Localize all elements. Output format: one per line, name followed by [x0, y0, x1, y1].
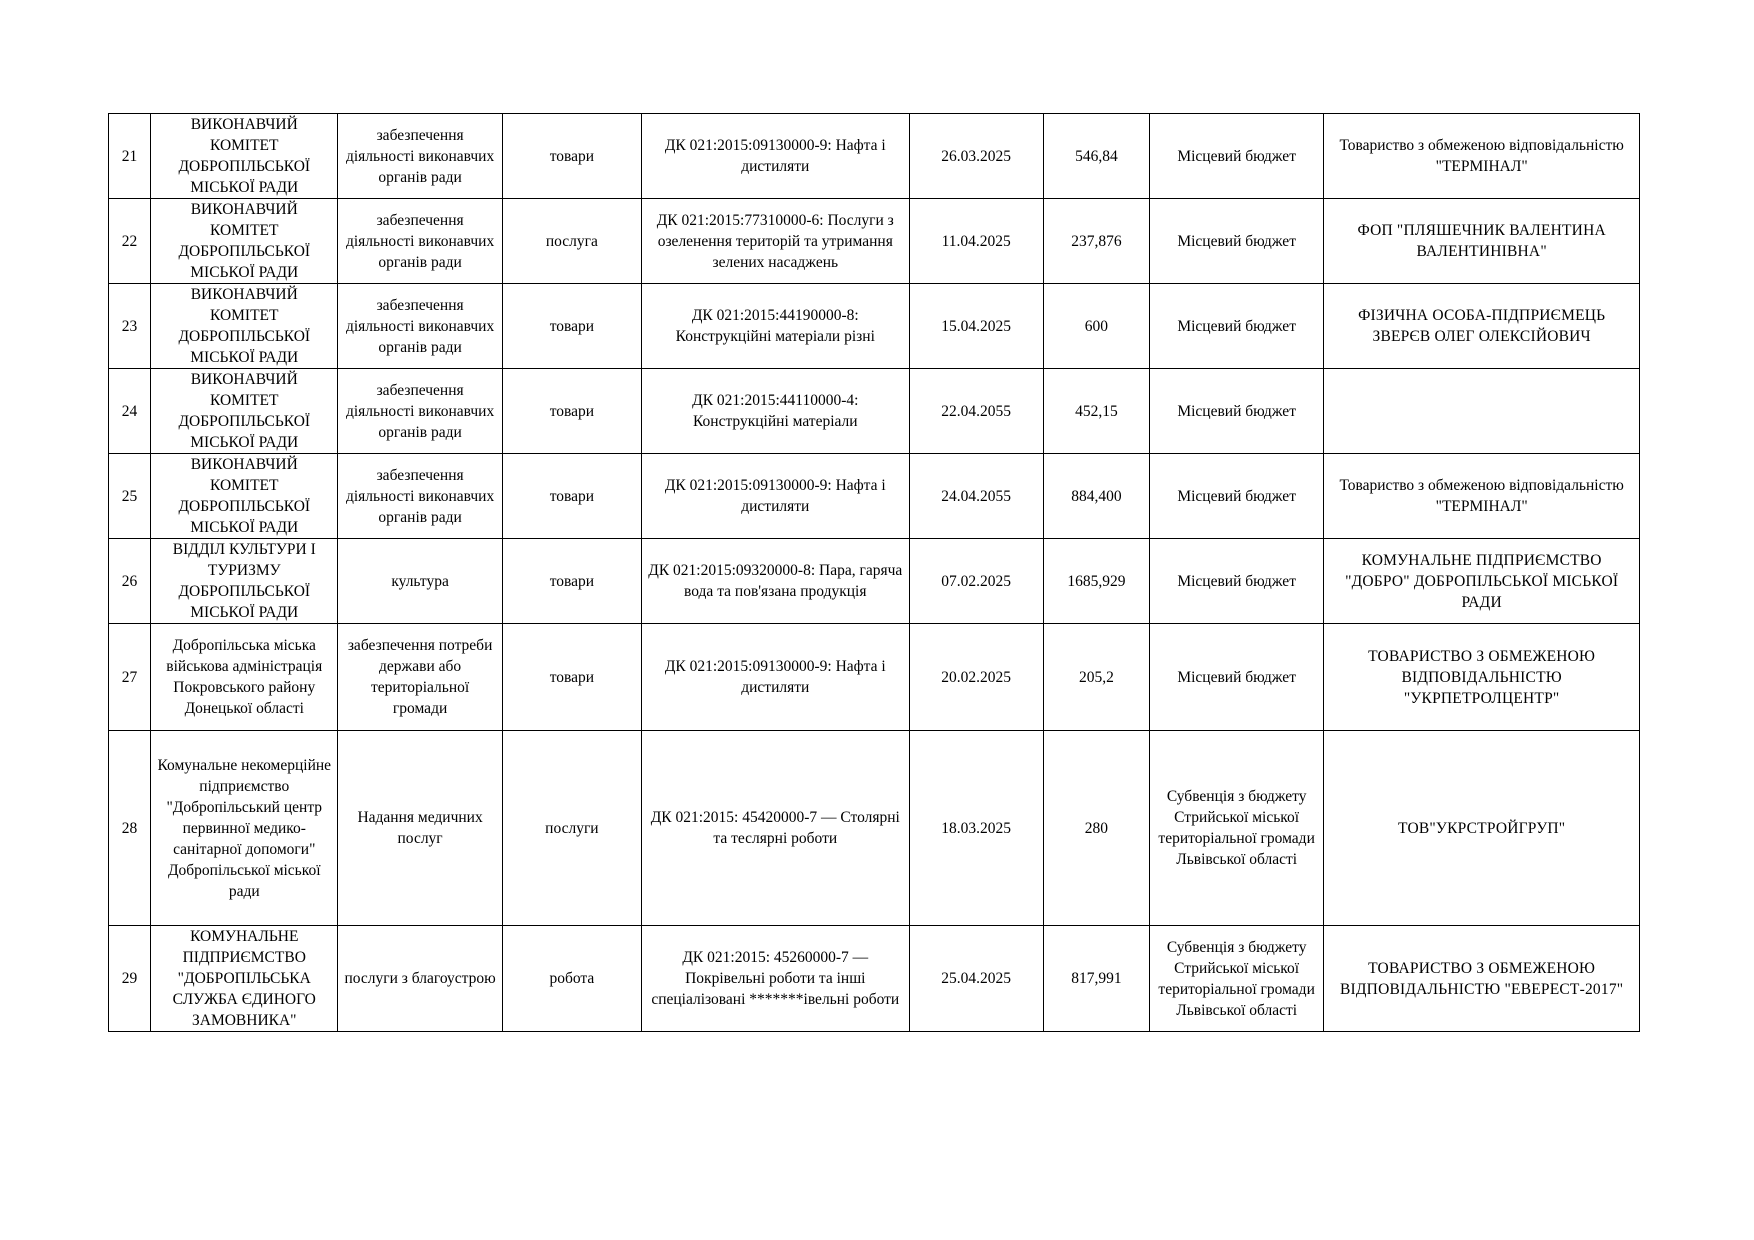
table-row [109, 284, 1640, 369]
cpv-cell: ДК 021:2015:09130000-9: Нафта і дистиляти [642, 624, 910, 731]
date-cell: 11.04.2025 [909, 199, 1043, 284]
supplier-cell: ФІЗИЧНА ОСОБА-ПІДПРИЄМЕЦЬ ЗВЕРЄВ ОЛЕГ ОЛЕКСІЙОВИЧ [1324, 284, 1640, 369]
date-cell: 18.03.2025 [909, 731, 1043, 926]
date-cell: 20.02.2025 [909, 624, 1043, 731]
type-cell: послуга [502, 199, 641, 284]
customer-cell: ВИКОНАВЧИЙ КОМІТЕТ ДОБРОПІЛЬСЬКОЇ МІСЬКОЇ РАДИ [151, 199, 338, 284]
amount-cell: 1685,929 [1043, 539, 1149, 624]
cpv-cell: ДК 021:2015:09320000-8: Пара, гаряча вода та пов'язана продукція [642, 539, 910, 624]
purpose-cell: Надання медичних послуг [338, 731, 502, 926]
amount-cell: 452,15 [1043, 369, 1149, 454]
supplier-cell: Товариство з обмеженою відповідальністю "ТЕРМІНАЛ" [1324, 454, 1640, 539]
supplier-cell: ТОВ"УКРСТРОЙГРУП" [1324, 731, 1640, 926]
table-row [109, 199, 1640, 284]
purpose-cell: забезпечення діяльності виконавчих органів ради [338, 369, 502, 454]
purpose-cell: забезпечення діяльності виконавчих органів ради [338, 199, 502, 284]
type-cell: товари [502, 369, 641, 454]
row-number: 21 [109, 114, 151, 199]
supplier-cell: ТОВАРИСТВО З ОБМЕЖЕНОЮ ВІДПОВІДАЛЬНІСТЮ "УКРПЕТРОЛЦЕНТР" [1324, 624, 1640, 731]
procurement-table [108, 113, 1640, 1032]
table-row [109, 369, 1640, 454]
supplier-cell: Товариство з обмеженою відповідальністю "ТЕРМІНАЛ" [1324, 114, 1640, 199]
type-cell: товари [502, 454, 641, 539]
row-number: 29 [109, 926, 151, 1032]
customer-cell: ВИКОНАВЧИЙ КОМІТЕТ ДОБРОПІЛЬСЬКОЇ МІСЬКОЇ РАДИ [151, 114, 338, 199]
customer-cell: ВІДДІЛ КУЛЬТУРИ І ТУРИЗМУ ДОБРОПІЛЬСЬКОЇ МІСЬКОЇ РАДИ [151, 539, 338, 624]
funding-source-cell: Місцевий бюджет [1149, 539, 1323, 624]
cpv-cell: ДК 021:2015:77310000-6: Послуги з озеленення територій та утримання зелених насаджень [642, 199, 910, 284]
table-row [109, 731, 1640, 926]
customer-cell: Добропільська міська військова адміністрація Покровського району Донецької області [151, 624, 338, 731]
date-cell: 24.04.2055 [909, 454, 1043, 539]
funding-source-cell: Місцевий бюджет [1149, 624, 1323, 731]
cpv-cell: ДК 021:2015: 45420000-7 — Столярні та теслярні роботи [642, 731, 910, 926]
row-number: 26 [109, 539, 151, 624]
supplier-cell: ТОВАРИСТВО З ОБМЕЖЕНОЮ ВІДПОВІДАЛЬНІСТЮ "ЕВЕРЕСТ-2017" [1324, 926, 1640, 1032]
type-cell: товари [502, 114, 641, 199]
row-number: 27 [109, 624, 151, 731]
date-cell: 07.02.2025 [909, 539, 1043, 624]
amount-cell: 817,991 [1043, 926, 1149, 1032]
funding-source-cell: Місцевий бюджет [1149, 114, 1323, 199]
funding-source-cell: Місцевий бюджет [1149, 284, 1323, 369]
type-cell: товари [502, 624, 641, 731]
customer-cell: КОМУНАЛЬНЕ ПІДПРИЄМСТВО "ДОБРОПІЛЬСЬКА СЛУЖБА ЄДИНОГО ЗАМОВНИКА" [151, 926, 338, 1032]
table-row [109, 454, 1640, 539]
type-cell: товари [502, 284, 641, 369]
date-cell: 22.04.2055 [909, 369, 1043, 454]
cpv-cell: ДК 021:2015:44110000-4: Конструкційні матеріали [642, 369, 910, 454]
row-number: 25 [109, 454, 151, 539]
purpose-cell: забезпечення діяльності виконавчих органів ради [338, 454, 502, 539]
cpv-cell: ДК 021:2015:09130000-9: Нафта і дистиляти [642, 114, 910, 199]
amount-cell: 280 [1043, 731, 1149, 926]
customer-cell: ВИКОНАВЧИЙ КОМІТЕТ ДОБРОПІЛЬСЬКОЇ МІСЬКОЇ РАДИ [151, 454, 338, 539]
cpv-cell: ДК 021:2015:44190000-8: Конструкційні матеріали різні [642, 284, 910, 369]
funding-source-cell: Субвенція з бюджету Стрийської міської територіальної громади Львівської області [1149, 926, 1323, 1032]
purpose-cell: забезпечення діяльності виконавчих органів ради [338, 114, 502, 199]
purpose-cell: забезпечення потреби держави або територіальної громади [338, 624, 502, 731]
type-cell: послуги [502, 731, 641, 926]
date-cell: 25.04.2025 [909, 926, 1043, 1032]
funding-source-cell: Місцевий бюджет [1149, 199, 1323, 284]
row-number: 22 [109, 199, 151, 284]
table-row [109, 114, 1640, 199]
customer-cell: Комунальне некомерційне підприємство "Добропільський центр первинної медико-санітарної допомоги" Добропільської міської ради [151, 731, 338, 926]
funding-source-cell: Субвенція з бюджету Стрийської міської територіальної громади Львівської області [1149, 731, 1323, 926]
table-row [109, 624, 1640, 731]
purpose-cell: забезпечення діяльності виконавчих органів ради [338, 284, 502, 369]
type-cell: робота [502, 926, 641, 1032]
customer-cell: ВИКОНАВЧИЙ КОМІТЕТ ДОБРОПІЛЬСЬКОЇ МІСЬКОЇ РАДИ [151, 284, 338, 369]
amount-cell: 205,2 [1043, 624, 1149, 731]
type-cell: товари [502, 539, 641, 624]
amount-cell: 884,400 [1043, 454, 1149, 539]
row-number: 24 [109, 369, 151, 454]
table-row [109, 539, 1640, 624]
funding-source-cell: Місцевий бюджет [1149, 369, 1323, 454]
amount-cell: 546,84 [1043, 114, 1149, 199]
row-number: 28 [109, 731, 151, 926]
funding-source-cell: Місцевий бюджет [1149, 454, 1323, 539]
purpose-cell: культура [338, 539, 502, 624]
row-number: 23 [109, 284, 151, 369]
supplier-cell: КОМУНАЛЬНЕ ПІДПРИЄМСТВО "ДОБРО" ДОБРОПІЛЬСЬКОЇ МІСЬКОЇ РАДИ [1324, 539, 1640, 624]
purpose-cell: послуги з благоустрою [338, 926, 502, 1032]
cpv-cell: ДК 021:2015:09130000-9: Нафта і дистиляти [642, 454, 910, 539]
cpv-cell: ДК 021:2015: 45260000-7 — Покрівельні роботи та інші спеціалізовані *******івельні роботи [642, 926, 910, 1032]
supplier-cell: ФОП "ПЛЯШЕЧНИК ВАЛЕНТИНА ВАЛЕНТИНІВНА" [1324, 199, 1640, 284]
supplier-cell [1324, 369, 1640, 454]
amount-cell: 600 [1043, 284, 1149, 369]
date-cell: 15.04.2025 [909, 284, 1043, 369]
date-cell: 26.03.2025 [909, 114, 1043, 199]
table-row [109, 926, 1640, 1032]
amount-cell: 237,876 [1043, 199, 1149, 284]
customer-cell: ВИКОНАВЧИЙ КОМІТЕТ ДОБРОПІЛЬСЬКОЇ МІСЬКОЇ РАДИ [151, 369, 338, 454]
